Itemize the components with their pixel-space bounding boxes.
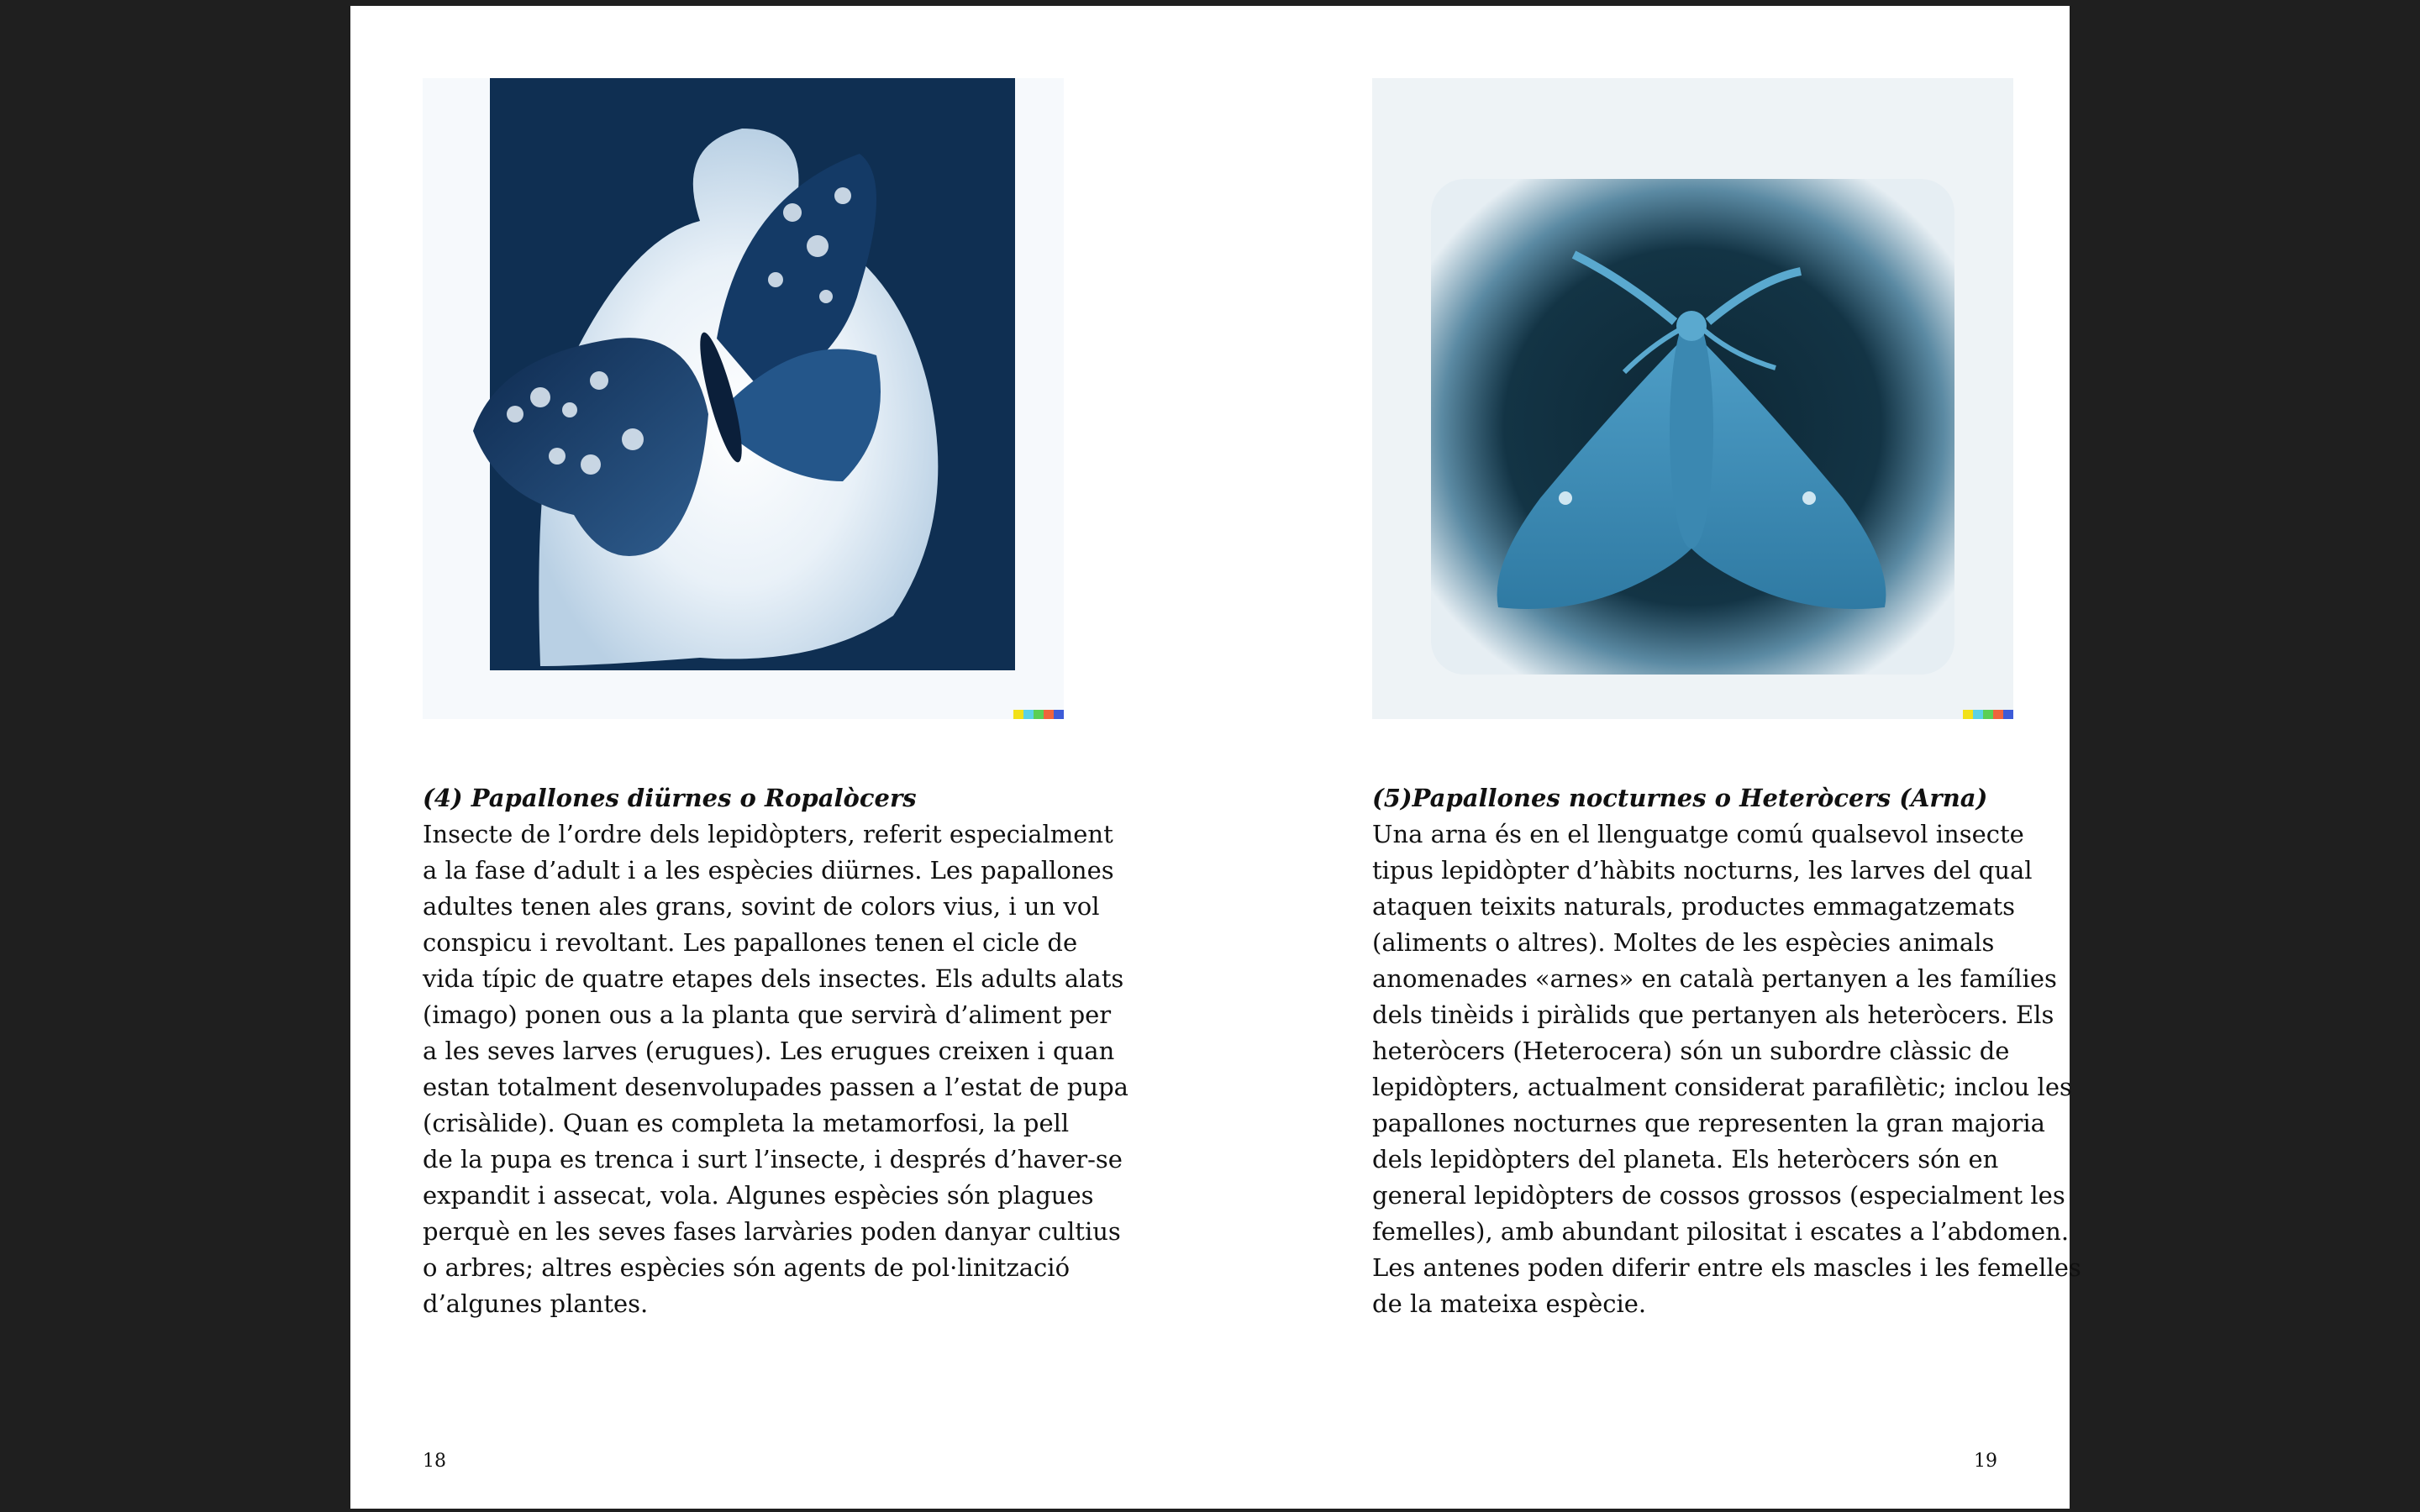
right-body-line: dels tinèids i piràlids que pertanyen als heteròcers. Els: [1372, 1000, 2054, 1029]
right-body-line: ataquen teixits naturals, productes emmagatzemats: [1372, 892, 2016, 921]
left-body-line: expandit i assecat, vola. Algunes espècies són plagues: [423, 1181, 1094, 1210]
page-number-left: 18: [423, 1451, 446, 1472]
right-body-line: heteròcers (Heterocera) són un subordre clàssic de: [1372, 1037, 2010, 1065]
right-body-line: de la mateixa espècie.: [1372, 1289, 1647, 1318]
left-body-line: d’algunes plantes.: [423, 1289, 649, 1318]
right-page-heading: (5)Papallones nocturnes o Heteròcers (Arna): [1372, 784, 1988, 812]
left-body-line: estan totalment desenvolupades passen a l’estat de pupa: [423, 1073, 1128, 1101]
page-right: [1210, 6, 2081, 1509]
right-body-line: general lepidòpters de cossos grossos (especialment les: [1372, 1181, 2065, 1210]
left-body-line: (imago) ponen ous a la planta que servirà d’aliment per: [423, 1000, 1112, 1029]
left-body-line: vida típic de quatre etapes dels insectes. Els adults alats: [423, 964, 1124, 993]
book-spread: [350, 6, 2081, 1509]
left-body-line: Insecte de l’ordre dels lepidòpters, referit especialment: [423, 820, 1113, 848]
moth-cyanotype-image: [1372, 78, 2013, 719]
left-body-line: o arbres; altres espècies són agents de pol·linització: [423, 1253, 1071, 1282]
left-body-line: a la fase d’adult i a les espècies diürnes. Les papallones: [423, 856, 1114, 885]
butterfly-cyanotype-image: [423, 78, 1064, 719]
right-body-line: (aliments o altres). Moltes de les espècies animals: [1372, 928, 1995, 957]
right-body-line: lepidòpters, actualment considerat parafilètic; inclou les: [1372, 1073, 2072, 1101]
left-body-line: perquè en les seves fases larvàries poden danyar cultius: [423, 1217, 1121, 1246]
right-body-line: femelles), amb abundant pilositat i escates a l’abdomen.: [1372, 1217, 2070, 1246]
page-left: [350, 6, 1210, 1509]
right-body-line: tipus lepidòpter d’hàbits nocturns, les larves del qual: [1372, 856, 2033, 885]
right-page-text: [1372, 780, 2081, 1322]
page-number-right: 19: [1974, 1451, 1997, 1472]
left-page-heading: (4) Papallones diürnes o Ropalòcers: [423, 784, 917, 812]
left-body-line: adultes tenen ales grans, sovint de colors vius, i un vol: [423, 892, 1100, 921]
right-body-line: dels lepidòpters del planeta. Els heteròcers són en: [1372, 1145, 1999, 1173]
right-body-line: anomenades «arnes» en català pertanyen a les famílies: [1372, 964, 2057, 993]
left-body-line: (crisàlide). Quan es completa la metamorfosi, la pell: [423, 1109, 1070, 1137]
left-body-line: de la pupa es trenca i surt l’insecte, i després d’haver-se: [423, 1145, 1123, 1173]
right-body-line: papallones nocturnes que representen la gran majoria: [1372, 1109, 2045, 1137]
left-body-line: a les seves larves (erugues). Les erugues creixen i quan: [423, 1037, 1115, 1065]
left-body-line: conspicu i revoltant. Les papallones tenen el cicle de: [423, 928, 1078, 957]
left-page-text: [423, 780, 1128, 1322]
right-body-line: Una arna és en el llenguatge comú qualsevol insecte: [1372, 820, 2024, 848]
right-body-line: Les antenes poden diferir entre els mascles i les femelles: [1372, 1253, 2081, 1282]
